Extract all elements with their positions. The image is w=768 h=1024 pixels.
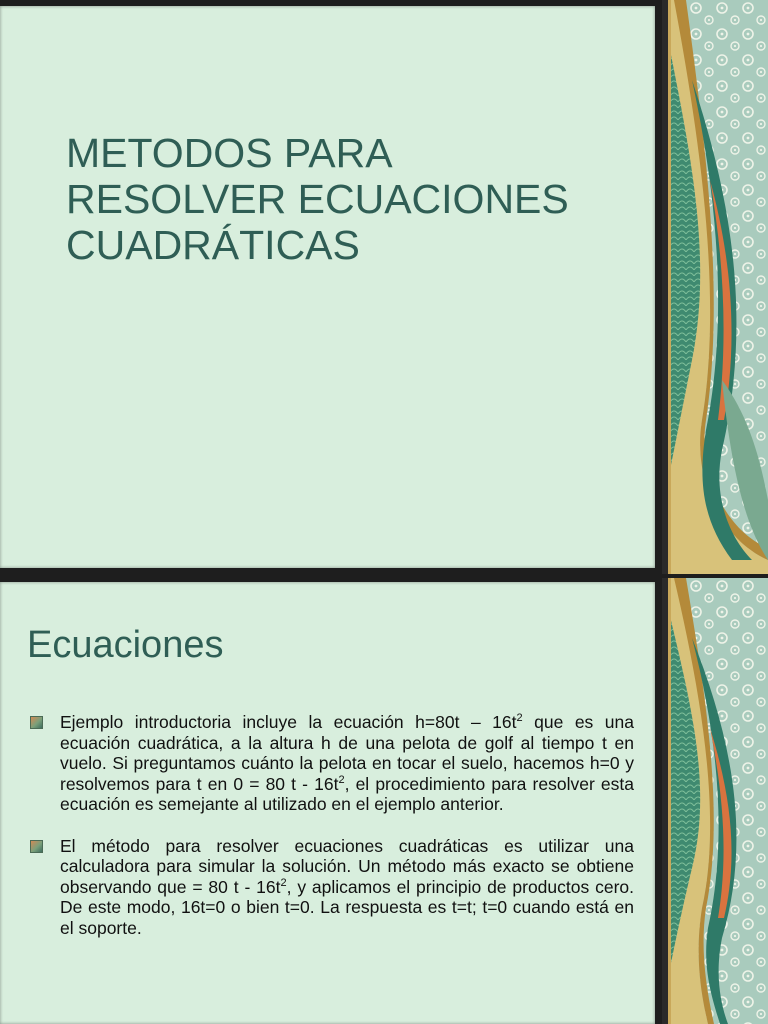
bullet-text-part: El método para resolver ecuaciones cuadráticas es utilizar una calculadora para simular la solución. Un método más exacto se obtiene observando que = 80 t - 16t <box>60 835 634 897</box>
square-bullet-icon <box>30 840 43 853</box>
bullet-text-part: Ejemplo introductoria incluye la ecuación h=80t – 16t <box>60 712 517 732</box>
slide-content-area <box>0 6 655 568</box>
title-line-1: METODOS PARA <box>66 130 393 176</box>
decorative-border-pattern <box>662 0 768 574</box>
slide-content-area <box>0 582 655 1024</box>
superscript: 2 <box>280 876 287 889</box>
bullet-list <box>30 712 634 959</box>
presentation-title <box>66 130 626 268</box>
bullet-text <box>60 712 634 814</box>
slide-heading: Ecuaciones <box>27 624 224 666</box>
bullet-text-part: , y aplicamos el principio de productos cero. De este modo, 16t=0 o bien t=0. La respuesta es t=t; t=0 cuando está en el soporte. <box>60 876 634 938</box>
superscript: 2 <box>516 712 523 725</box>
decorative-border-pattern <box>662 578 768 1024</box>
list-item <box>30 712 634 815</box>
bullet-text-part: , el procedimiento para resolver esta ecuación es semejante al utilizado en el ejemplo anterior. <box>60 773 634 814</box>
superscript: 2 <box>338 773 345 786</box>
bullet-text <box>60 836 634 938</box>
title-line-3: CUADRÁTICAS <box>66 222 360 268</box>
bullet-text-part: que es una ecuación cuadrática, a la altura h de una pelota de golf al tiempo t en vuelo. Si preguntamos cuánto la pelota en tocar el suelo, hacemos h=0 y resolvemos para t en 0 = 80 t - 16t <box>60 712 634 794</box>
slide-ecuaciones <box>0 578 768 1024</box>
list-item <box>30 836 634 939</box>
title-line-2: RESOLVER ECUACIONES <box>66 176 569 222</box>
square-bullet-icon <box>30 716 43 729</box>
